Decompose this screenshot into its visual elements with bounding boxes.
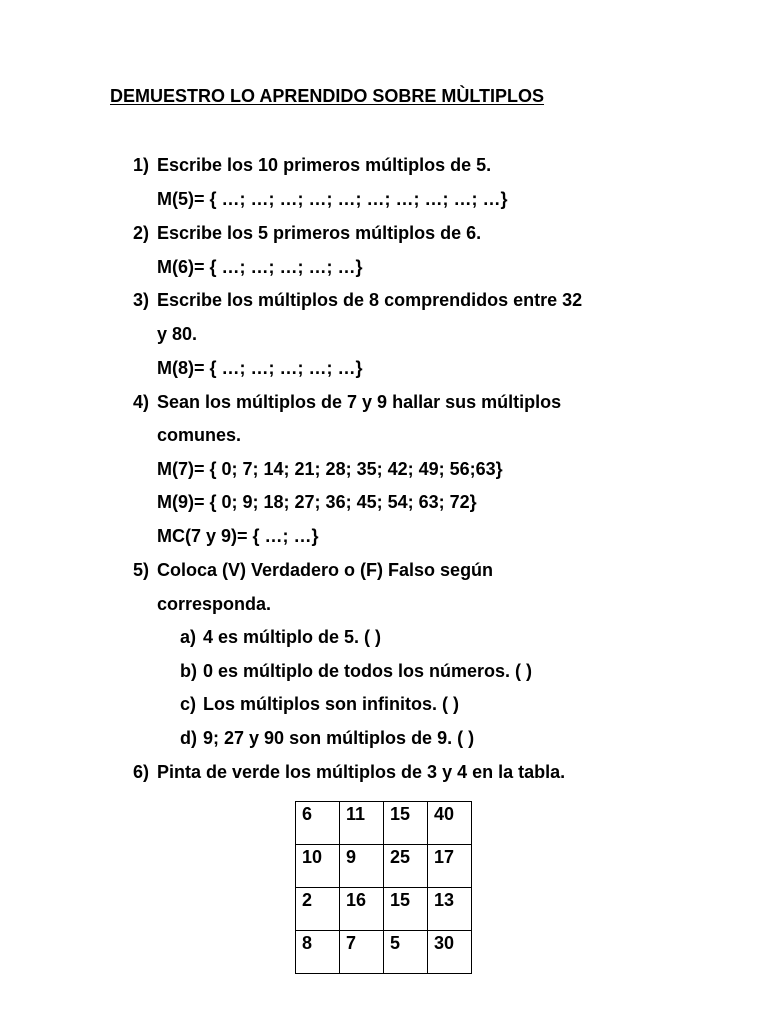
- table-row: [296, 888, 472, 931]
- answer-set: M(6)= { …; …; …; …; …}: [157, 257, 363, 277]
- answer-set: M(5)= { …; …; …; …; …; …; …; …; …; …}: [157, 189, 508, 209]
- table-row: [296, 802, 472, 845]
- item-text: comunes.: [157, 425, 242, 445]
- item-number: 6): [133, 762, 150, 782]
- statement-letter: d): [180, 728, 197, 748]
- table-cell[interactable]: 13: [428, 888, 472, 931]
- table-cell[interactable]: 15: [384, 888, 428, 931]
- statement-text: 4 es múltiplo de 5. ( ): [203, 627, 382, 647]
- table-cell[interactable]: 5: [384, 931, 428, 974]
- table-cell[interactable]: 10: [296, 845, 340, 888]
- table-cell[interactable]: 15: [384, 802, 428, 845]
- table-cell[interactable]: 16: [340, 888, 384, 931]
- statement-letter: c): [180, 694, 197, 714]
- item-text: Escribe los 5 primeros múltiplos de 6.: [157, 223, 482, 243]
- item-number: 5): [133, 560, 150, 580]
- table-cell[interactable]: 25: [384, 845, 428, 888]
- item-number: 3): [133, 290, 150, 310]
- table-row: [296, 931, 472, 974]
- item-number: 4): [133, 392, 150, 412]
- item-number: 2): [133, 223, 150, 243]
- table-cell[interactable]: 8: [296, 931, 340, 974]
- table-row: [296, 845, 472, 888]
- table-cell[interactable]: 9: [340, 845, 384, 888]
- worksheet-title: DEMUESTRO LO APRENDIDO SOBRE MÙLTIPLOS: [110, 86, 545, 106]
- table-cell[interactable]: 2: [296, 888, 340, 931]
- item-text: y 80.: [157, 324, 198, 344]
- item-number: 1): [133, 155, 150, 175]
- table-cell[interactable]: 17: [428, 845, 472, 888]
- item-text: Escribe los múltiplos de 8 comprendidos entre 32: [157, 290, 583, 310]
- table-cell[interactable]: 6: [296, 802, 340, 845]
- item-text: Pinta de verde los múltiplos de 3 y 4 en la tabla.: [157, 762, 566, 782]
- number-grid: [295, 801, 472, 974]
- set-m9: M(9)= { 0; 9; 18; 27; 36; 45; 54; 63; 72}: [157, 492, 477, 512]
- set-m7: M(7)= { 0; 7; 14; 21; 28; 35; 42; 49; 56;63}: [157, 459, 503, 479]
- statement-text: 9; 27 y 90 son múltiplos de 9. ( ): [203, 728, 475, 748]
- table-cell[interactable]: 40: [428, 802, 472, 845]
- table-cell[interactable]: 30: [428, 931, 472, 974]
- answer-set: M(8)= { …; …; …; …; …}: [157, 358, 363, 378]
- statement-letter: b): [180, 661, 197, 681]
- item-text: Escribe los 10 primeros múltiplos de 5.: [157, 155, 492, 175]
- table-cell[interactable]: 11: [340, 802, 384, 845]
- item-text: Coloca (V) Verdadero o (F) Falso según: [157, 560, 494, 580]
- statement-text: 0 es múltiplo de todos los números. ( ): [203, 661, 533, 681]
- set-mc: MC(7 y 9)= { …; …}: [157, 526, 319, 546]
- item-text: Sean los múltiplos de 7 y 9 hallar sus múltiplos: [157, 392, 562, 412]
- table-cell[interactable]: 7: [340, 931, 384, 974]
- statement-letter: a): [180, 627, 197, 647]
- statement-text: Los múltiplos son infinitos. ( ): [203, 694, 459, 714]
- item-text: corresponda.: [157, 594, 272, 614]
